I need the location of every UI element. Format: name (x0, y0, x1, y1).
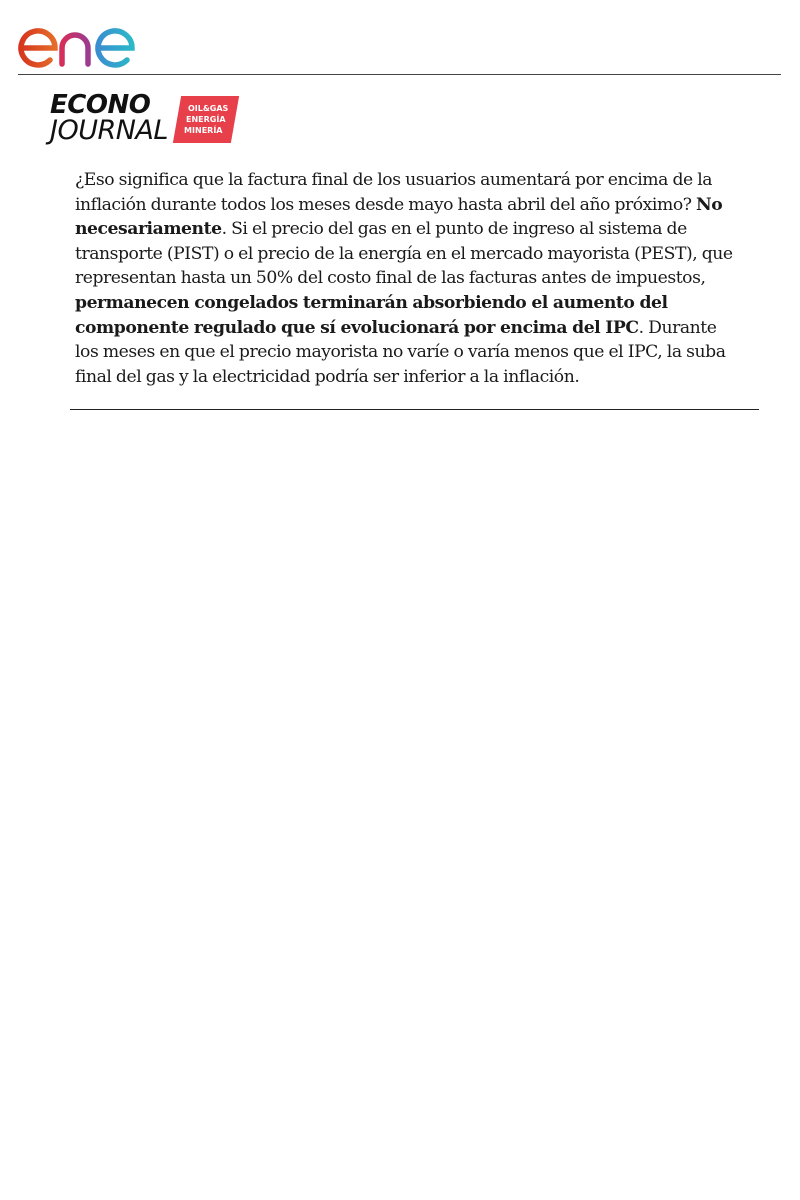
enel-logo (16, 8, 172, 68)
badge-line-mineria: MINERÍA (184, 126, 223, 135)
bottom-divider (70, 409, 759, 410)
logo-econo-text: ECONO (50, 90, 151, 120)
top-divider (18, 74, 781, 75)
article-bold-1: No necesariamente (75, 194, 723, 240)
article-bold-2: permanecen congelados terminarán absorbiendo el aumento del componente regulado que sí evolucionará por encima del IPC (75, 292, 668, 338)
badge-line-oilgas: OIL&GAS (187, 104, 229, 113)
logo-badge (173, 96, 239, 143)
badge-line-energia: ENERGÍA (186, 115, 226, 124)
article-text-1: ¿Eso significa que la factura final de los usuarios aumentará por encima de la inflación durante todos los meses desde mayo hasta abril del año próximo? (75, 170, 713, 215)
logo-journal-text: JOURNAL (50, 115, 168, 146)
article-paragraph (75, 168, 740, 389)
econojournal-logo (50, 92, 250, 148)
article-text-2: . Si el precio del gas en el punto de ingreso al sistema de transporte (PIST) o el precio de la energía en el mercado mayorista (PEST), que representan hasta un 50% del costo final de las facturas antes de impuestos, (75, 219, 733, 289)
article-text-3: . Durante los meses en que el precio mayorista no varíe o varía menos que el IPC, la suba final del gas y la electricidad podría ser inferior a la inflación. (75, 317, 726, 387)
